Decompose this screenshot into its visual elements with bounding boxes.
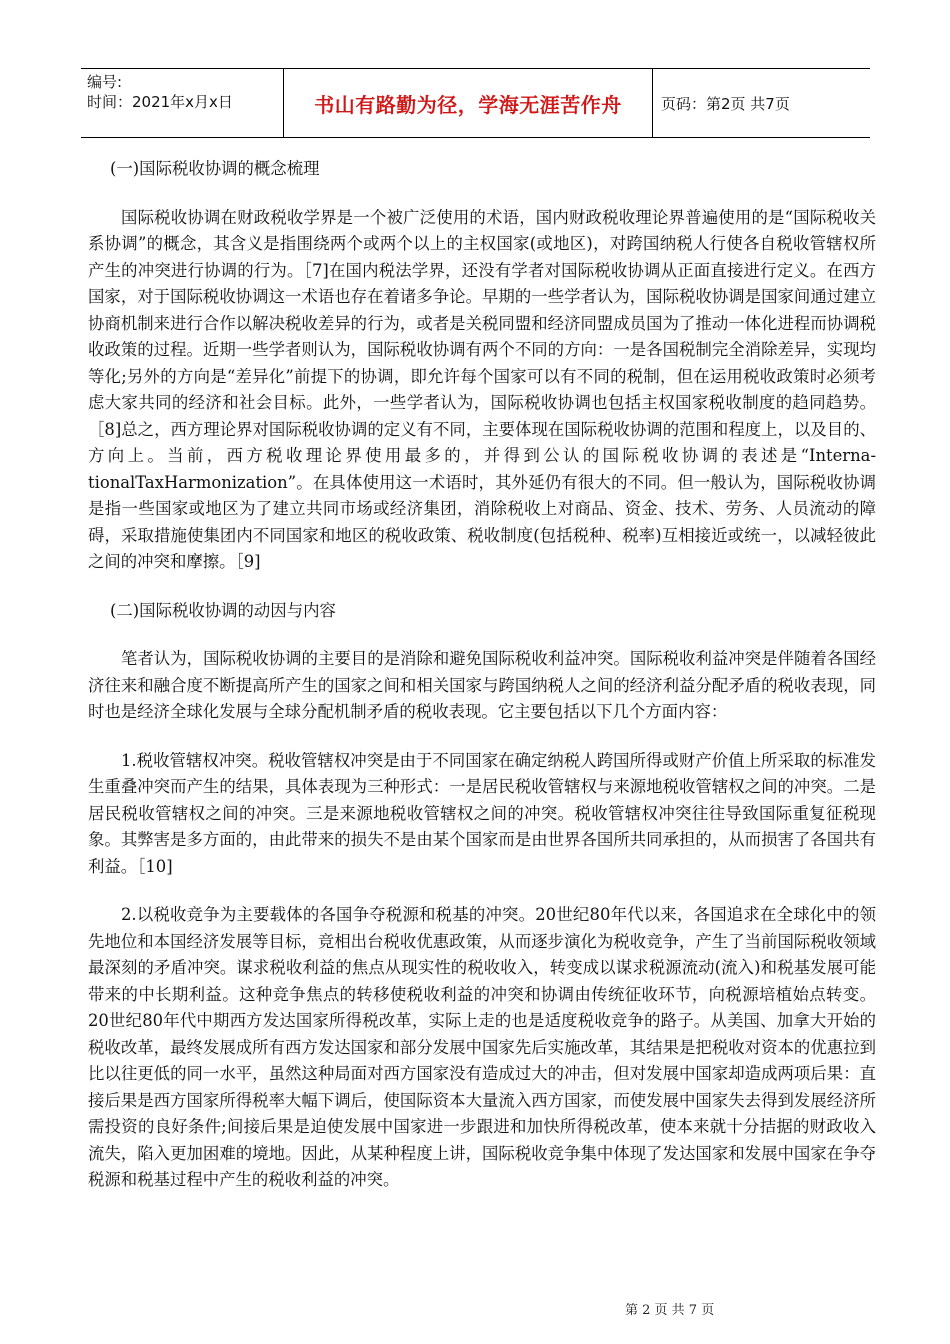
header-table (81, 68, 870, 138)
paragraph-2: 笔者认为，国际税收协调的主要目的是消除和避免国际税收利益冲突。国际税收利益冲突是伴随着各国经济往来和融合度不断提高所产生的国家之间和相关国家与跨国纳税人之间的经济利益分配矛盾的税收表现，同时也是经济全球化发展与全球分配机制矛盾的税收表现。它主要包括以下几个方面内容： (88, 649, 876, 721)
header-motto: 书山有路勤为径，学海无涯苦作舟 (283, 69, 653, 137)
document-time-label: 时间：2021年x月x日 (87, 93, 233, 111)
paragraph-3: 1.税收管辖权冲突。税收管辖权冲突是由于不同国家在确定纳税人跨国所得或财产价值上所采取的标准发生重叠冲突而产生的结果，具体表现为三种形式：一是居民税收管辖权与来源地税收管辖权之间的冲突。二是居民税收管辖权之间的冲突。三是来源地税收管辖权之间的冲突。税收管辖权冲突往往导致国际重复征税现象。其弊害是多方面的，由此带来的损失不是由某个国家而是由世界各国所共同承担的，从而损害了各国共有利益。［10] (88, 750, 876, 876)
document-body (88, 150, 876, 1194)
header-page-code: 页码：第2页 共7页 (661, 94, 790, 113)
page-footer: 第 2 页 共 7 页 (625, 1303, 715, 1318)
section-heading-2: (二)国际税收协调的动因与内容 (110, 600, 336, 620)
header-left-cell (81, 69, 283, 137)
section-heading-1: (一)国际税收协调的概念梳理 (110, 159, 320, 178)
paragraph-1: 国际税收协调在财政税收学界是一个被广泛使用的术语，国内财政税收理论界普遍使用的是“国际税收关系协调”的概念，其含义是指围绕两个或两个以上的主权国家(或地区)，对跨国纳税人行使各自税收管辖权所产生的冲突进行协调的行为。［7]在国内税法学界，还没有学者对国际税收协调从正面直接进行定义。在西方国家，对于国际税收协调这一术语也存在着诸多争论。早期的一些学者认为，国际税收协调是国家间通过建立协商机制来进行合作以解决税收差异的行为，或者是关税同盟和经济同盟成员国为了推动一体化进程而协调税收政策的过程。近期一些学者则认为，国际税收协调有两个不同的方向：一是各国税制完全消除差异，实现均等化;另外的方向是“差异化”前提下的协调，即允许每个国家可以有不同的税制，但在运用税收政策时必须考虑大家共同的经济和社会目标。此外，一些学者认为，国际税收协调也包括主权国家税收制度的趋同趋势。［8]总之，西方理论界对国际税收协调的定义有不同，主要体现在国际税收协调的范围和程度上，以及目的、方向上。当前，西方税收理论界使用最多的，并得到公认的国际税收协调的表述是“Interna-tionalTaxHarmonization”。在具体使用这一术语时，其外延仍有很大的不同。但一般认为，国际税收协调是指一些国家或地区为了建立共同市场或经济集团，消除税收上对商品、资金、技术、劳务、人员流动的障碍，采取措施使集团内不同国家和地区的税收政策、税收制度(包括税种、税率)互相接近或统一，以减轻彼此之间的冲突和摩擦。［9] (88, 207, 876, 571)
document-number-label: 编号: (87, 73, 123, 91)
paragraph-4: 2.以税收竞争为主要载体的各国争夺税源和税基的冲突。20世纪80年代以来，各国追求在全球化中的领先地位和本国经济发展等目标，竞相出台税收优惠政策，从而逐步演化为税收竞争，产生了当前国际税收领域最深刻的矛盾冲突。谋求税收利益的焦点从现实性的税收收入，转变成以谋求税源流动(流入)和税基发展可能带来的中长期利益。这种竞争焦点的转移使税收利益的冲突和协调由传统征收环节，向税源培植始点转变。20世纪80年代中期西方发达国家所得税改革，实际上走的也是适度税收竞争的路子。从美国、加拿大开始的税收改革，最终发展成所有西方发达国家和部分发展中国家先后实施改革，其结果是把税收对资本的优惠拉到比以往更低的同一水平，虽然这种局面对西方国家没有造成过大的冲击，但对发展中国家却造成两项后果：直接后果是西方国家所得税率大幅下调后，使国际资本大量流入西方国家，而使发展中国家失去得到发展经济所需投资的良好条件;间接后果是迫使发展中国家进一步跟进和加快所得税改革，使本来就十分拮据的财政收入流失，陷入更加困难的境地。因此，从某种程度上讲，国际税收竞争集中体现了发达国家和发展中国家在争夺税源和税基过程中产生的税收利益的冲突。 (88, 905, 876, 1189)
